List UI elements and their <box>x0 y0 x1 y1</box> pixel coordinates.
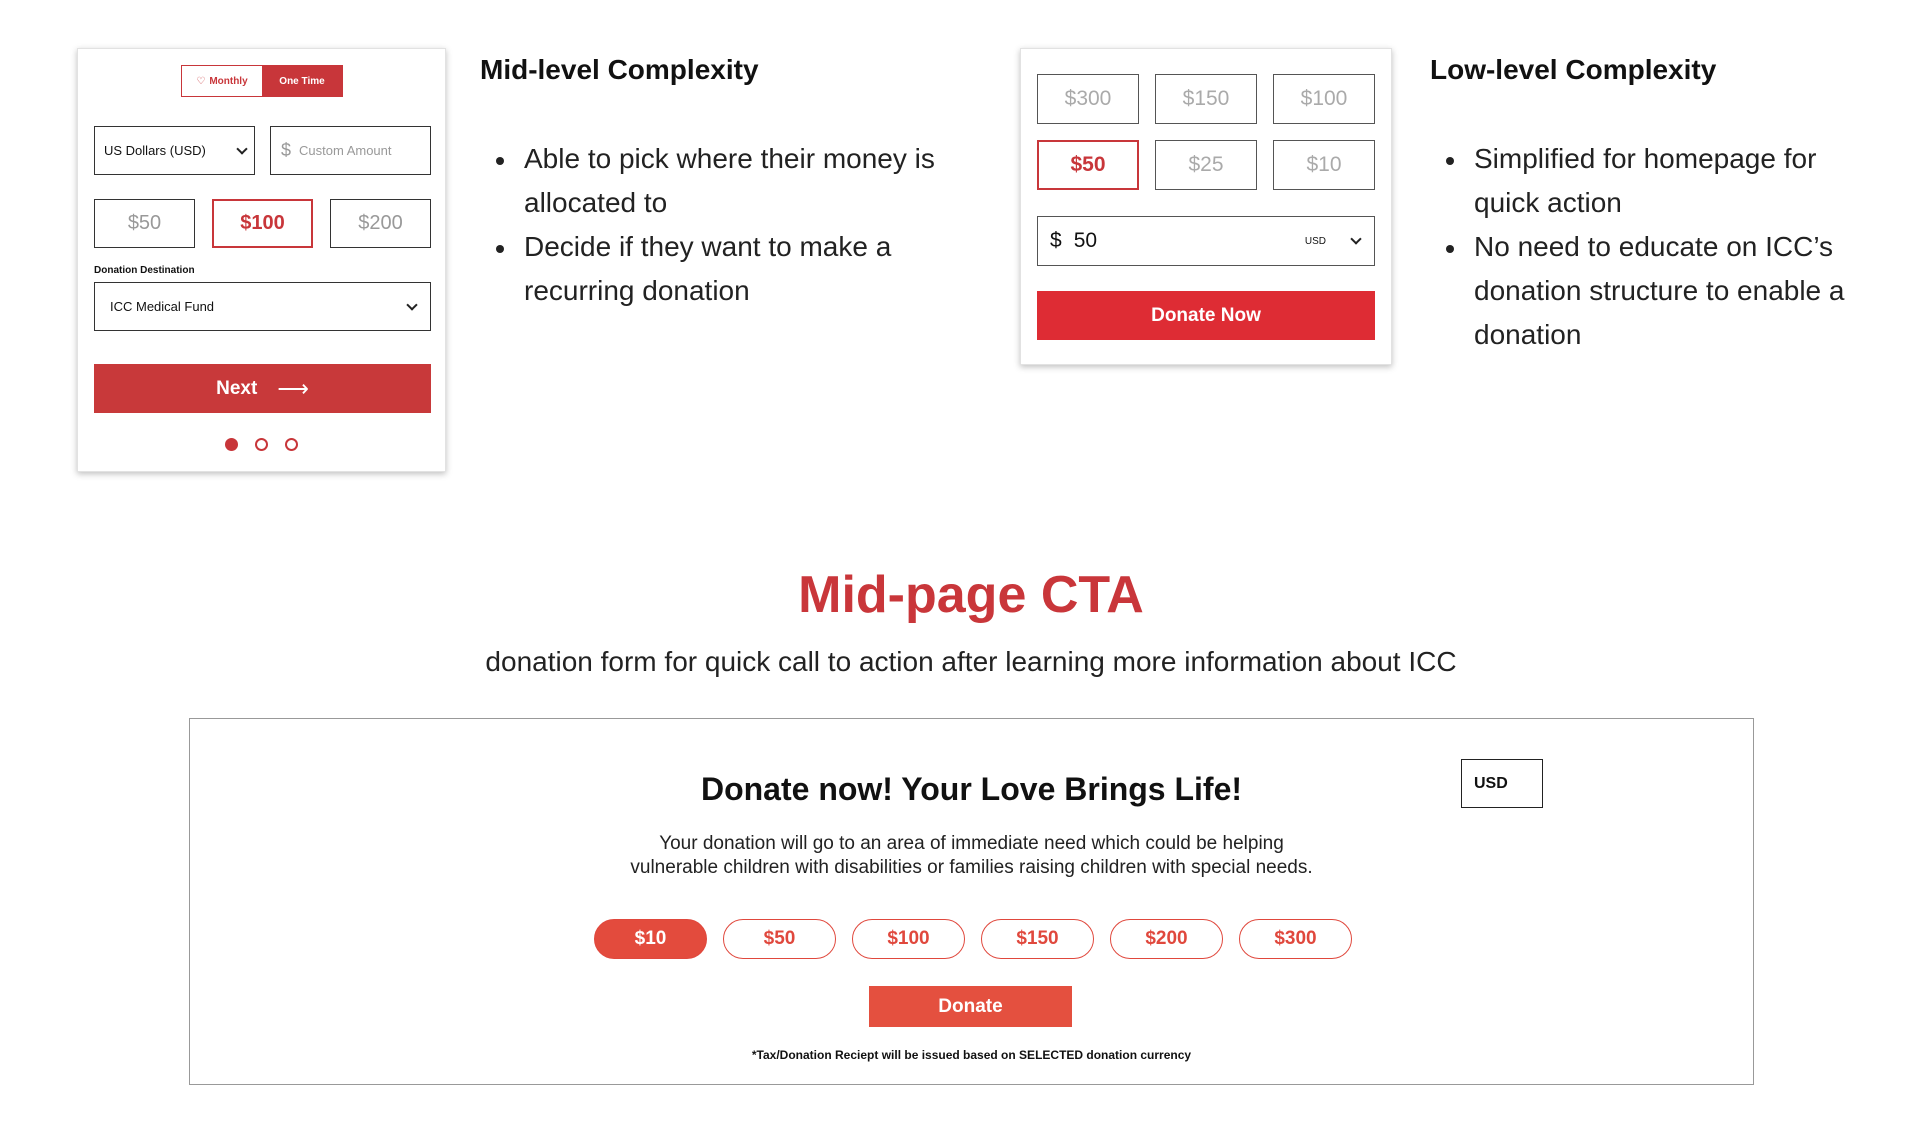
monthly-label: Monthly <box>209 75 248 87</box>
amount-option-50[interactable]: $50 <box>94 199 195 248</box>
chevron-down-icon <box>236 143 247 154</box>
mid-level-bullets <box>496 137 936 313</box>
tax-receipt-note: *Tax/Donation Reciept will be issued based on SELECTED donation currency <box>751 1048 1192 1062</box>
destination-value: ICC Medical Fund <box>110 299 215 314</box>
cta-form-description <box>190 832 1753 880</box>
next-label: Next <box>216 377 258 399</box>
custom-amount-placeholder: Custom Amount <box>299 143 392 158</box>
amount-option-150[interactable]: $150 <box>1155 74 1257 124</box>
mid-level-title: Mid-level Complexity <box>480 54 759 85</box>
chevron-down-icon <box>406 299 417 310</box>
destination-select[interactable] <box>94 282 431 331</box>
amount-option-200[interactable]: $200 <box>330 199 431 248</box>
dollar-icon: $ <box>1050 229 1062 252</box>
donate-now-button[interactable]: Donate Now <box>1037 291 1375 340</box>
amount-input[interactable] <box>1037 216 1375 266</box>
chevron-down-icon[interactable] <box>1350 233 1361 244</box>
low-level-title: Low-level Complexity <box>1430 54 1717 85</box>
amount-option-100[interactable]: $100 <box>212 199 313 248</box>
amount-value: 50 <box>1073 229 1098 252</box>
amount-options <box>594 919 1352 959</box>
cta-donation-form <box>189 718 1754 1085</box>
heart-icon: ♡ <box>196 75 206 87</box>
bullet-item: No need to educate on ICC’s donation structure to enable a donation <box>1446 225 1886 357</box>
arrow-right-icon: ⟶ <box>277 375 309 401</box>
custom-amount-input[interactable] <box>270 126 431 175</box>
dollar-icon: $ <box>281 140 292 160</box>
donate-button[interactable]: Donate <box>869 986 1072 1027</box>
bullet-item: Able to pick where their money is allocated to <box>496 137 936 225</box>
amount-option-25[interactable]: $25 <box>1155 140 1257 190</box>
next-button[interactable] <box>94 364 431 413</box>
step-dot-3[interactable] <box>285 438 298 451</box>
amount-pill-10[interactable]: $10 <box>594 919 707 959</box>
amount-pill-50[interactable]: $50 <box>723 919 836 959</box>
one-time-label: One Time <box>279 75 325 87</box>
amount-pill-300[interactable]: $300 <box>1239 919 1352 959</box>
mid-level-donation-card <box>77 48 446 472</box>
bullet-item: Decide if they want to make a recurring donation <box>496 225 936 313</box>
description-line: vulnerable children with disabilities or families raising children with special needs. <box>630 857 1313 878</box>
currency-value: US Dollars (USD) <box>104 143 206 158</box>
amount-option-100[interactable]: $100 <box>1273 74 1375 124</box>
monthly-option[interactable] <box>182 66 262 96</box>
currency-code: USD <box>1304 235 1326 247</box>
amount-option-10[interactable]: $10 <box>1273 140 1375 190</box>
low-level-bullets <box>1446 137 1886 357</box>
cta-section-subtitle: donation form for quick call to action after learning more information about ICC <box>485 646 1457 677</box>
frequency-toggle <box>181 65 343 97</box>
low-level-donation-card <box>1020 48 1392 365</box>
currency-select[interactable] <box>94 126 255 175</box>
step-dot-2[interactable] <box>255 438 268 451</box>
amount-pill-150[interactable]: $150 <box>981 919 1094 959</box>
description-line: Your donation will go to an area of immediate need which could be helping <box>659 833 1284 854</box>
cta-section-title: Mid-page CTA <box>798 566 1144 624</box>
amount-pill-200[interactable]: $200 <box>1110 919 1223 959</box>
step-indicator <box>78 438 445 451</box>
cta-form-title: Donate now! Your Love Brings Life! <box>700 771 1243 807</box>
destination-label: Donation Destination <box>94 265 195 276</box>
currency-select[interactable]: USD <box>1461 759 1543 808</box>
step-dot-1[interactable] <box>225 438 238 451</box>
amount-option-300[interactable]: $300 <box>1037 74 1139 124</box>
amount-pill-100[interactable]: $100 <box>852 919 965 959</box>
one-time-option[interactable] <box>262 66 342 96</box>
amount-option-50[interactable]: $50 <box>1037 140 1139 190</box>
bullet-item: Simplified for homepage for quick action <box>1446 137 1886 225</box>
